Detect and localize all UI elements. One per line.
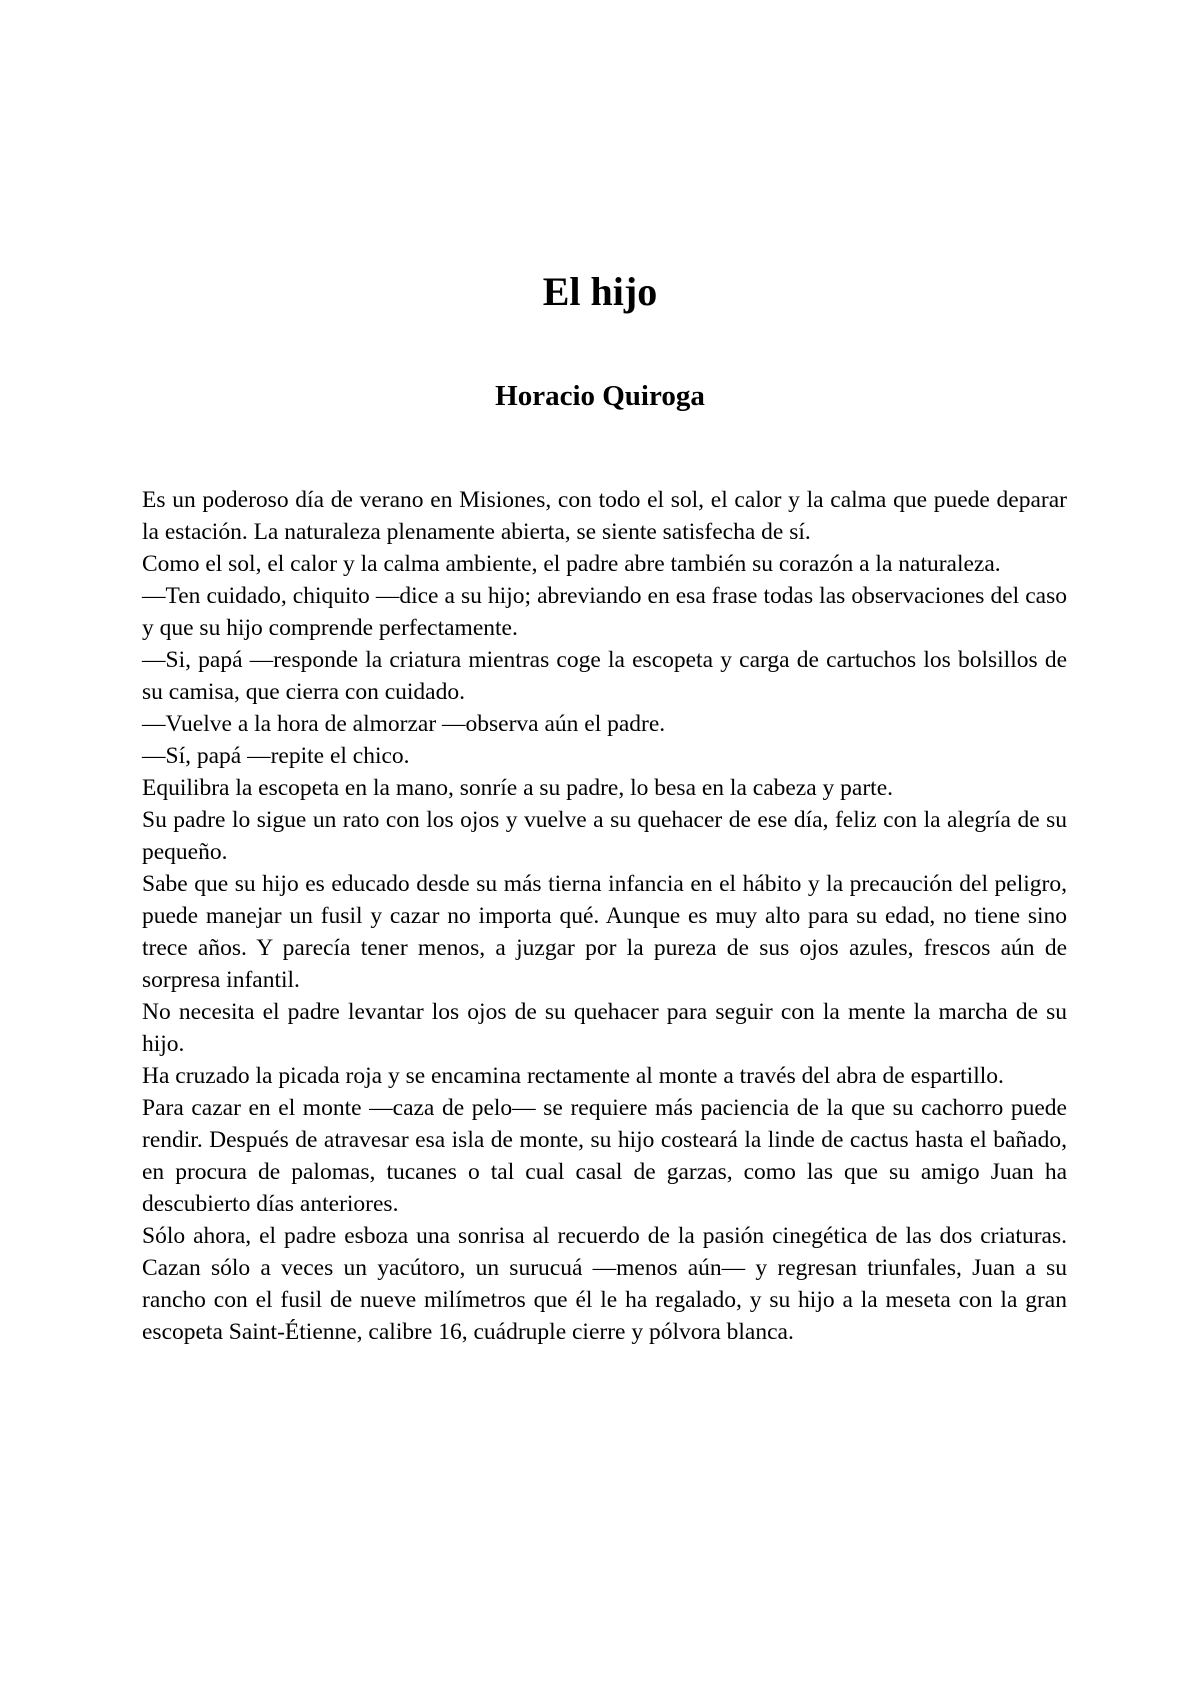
paragraph: —Sí, papá —repite el chico. [142, 743, 410, 769]
paragraph: Equilibra la escopeta en la mano, sonríe a su padre, lo besa en la cabeza y parte. [142, 775, 894, 801]
paragraph: No necesita el padre levantar los ojos de su quehacer para seguir con la mente la marcha de su hijo. [142, 999, 1067, 1057]
paragraph: Es un poderoso día de verano en Misiones, con todo el sol, el calor y la calma que puede deparar la estación. La naturaleza plenamente abierta, se siente satisfecha de sí. [142, 487, 1067, 545]
paragraph: Sabe que su hijo es educado desde su más tierna infancia en el hábito y la precaución del peligro, puede manejar un fusil y cazar no importa qué. Aunque es muy alto para su edad, no tiene sino trece años. Y parecía tener menos, a juzgar por la pureza de sus ojos azules, frescos aún de sorpresa infantil. [142, 871, 1067, 993]
paragraph: Ha cruzado la picada roja y se encamina rectamente al monte a través del abra de espartillo. [142, 1063, 1004, 1089]
paragraph: Sólo ahora, el padre esboza una sonrisa al recuerdo de la pasión cinegética de las dos criaturas. Cazan sólo a veces un yacútoro, un surucuá —menos aún— y regresan triunfales, Juan a su rancho con el fusil de nueve milímetros que él le ha regalado, y su hijo a la meseta con la gran escopeta Saint-Étienne, calibre 16, cuádruple cierre y pólvora blanca. [142, 1223, 1067, 1345]
paragraph: —Vuelve a la hora de almorzar —observa aún el padre. [142, 711, 666, 737]
paragraph: Para cazar en el monte —caza de pelo— se requiere más paciencia de la que su cachorro puede rendir. Después de atravesar esa isla de monte, su hijo costeará la linde de cactus hasta el bañado, en procura de palomas, tucanes o tal cual casal de garzas, como las que su amigo Juan ha descubierto días anteriores. [142, 1095, 1067, 1217]
paragraph: —Ten cuidado, chiquito —dice a su hijo; abreviando en esa frase todas las observaciones del caso y que su hijo comprende perfectamente. [142, 583, 1067, 641]
paragraph: —Si, papá —responde la criatura mientras coge la escopeta y carga de cartuchos los bolsillos de su camisa, que cierra con cuidado. [142, 647, 1067, 705]
paragraph: Como el sol, el calor y la calma ambiente, el padre abre también su corazón a la naturaleza. [142, 551, 1001, 577]
author-name: Horacio Quiroga [495, 380, 705, 412]
story-title: El hijo [542, 269, 658, 314]
paragraph: Su padre lo sigue un rato con los ojos y vuelve a su quehacer de ese día, feliz con la alegría de su pequeño. [142, 807, 1067, 865]
story-body [142, 484, 1067, 1348]
